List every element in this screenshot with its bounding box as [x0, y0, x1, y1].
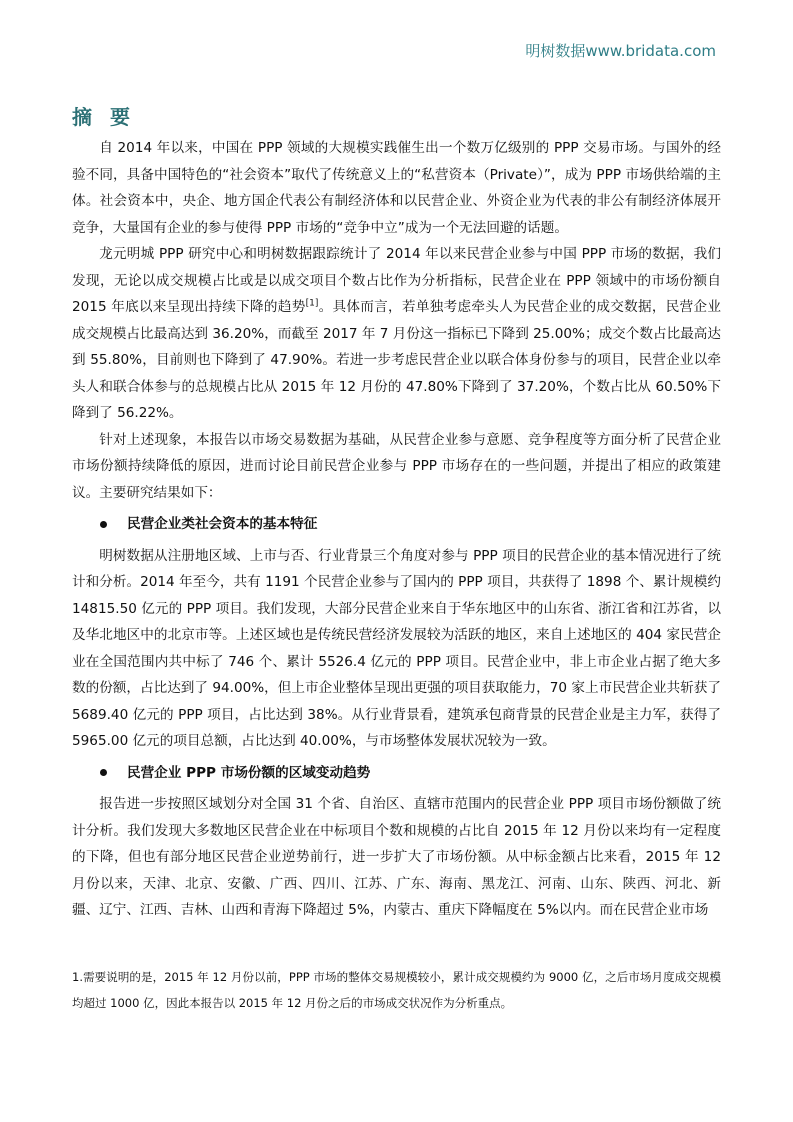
page-title: 摘要	[72, 105, 148, 129]
section-heading-basic-features	[100, 511, 721, 538]
bullet-icon	[100, 521, 107, 528]
footnote: 1.需要说明的是，2015 年 12 月份以前，PPP 市场的整体交易规模较小，累计成交规模约为 9000 亿，之后市场月度成交规模均超过 1000 亿，因此本报告以 2015 年 12 月份之后的市场成交状况作为分析重点。	[72, 969, 721, 1010]
paragraph-scope: 针对上述现象，本报告以市场交易数据为基础，从民营企业参与意愿、竞争程度等方面分析了民营企业市场份额持续降低的原因，进而讨论目前民营企业参与 PPP 市场存在的一些问题，并提出了相应的政策建议。主要研究结果如下：	[72, 431, 721, 501]
paragraph-intro: 自 2014 年以来，中国在 PPP 领域的大规模实践催生出一个数万亿级别的 PPP 交易市场。与国外的经验不同，具备中国特色的“社会资本”取代了传统意义上的“私营资本（Private）”，成为 PPP 市场供给端的主体。社会资本中，央企、地方国企代表公有制经济体和以民营企业、外资企业为代表的非公有制经济体展开竞争，大量国有企业的参与使得 PPP 市场的“竞争中立”成为一个无法回避的话题。	[72, 140, 721, 236]
section-heading-text: 民营企业 PPP 市场份额的区域变动趋势	[127, 764, 371, 781]
paragraph-findings	[72, 241, 721, 427]
section-heading-regional-trend	[100, 760, 721, 787]
bullet-icon	[100, 769, 107, 776]
document-body	[72, 135, 721, 1016]
footnote-reference[interactable]: [1]	[305, 298, 319, 309]
paragraph-basic-features: 明树数据从注册地区域、上市与否、行业背景三个角度对参与 PPP 项目的民营企业的基本情况进行了统计和分析。2014 年至今，共有 1191 个民营企业参与了国内的 PPP 项目，共获得了 1898 个、累计规模约 14815.50 亿元的 PPP 项目。我们发现，大部分民营企业来自于华东地区中的山东省、浙江省和江苏省，以及华北地区中的北京市等。上述区域也是传统民营经济发展较为活跃的地区，来自上述地区的 404 家民营企业在全国范围内共中标了 746 个、累计 5526.4 亿元的 PPP 项目。民营企业中，非上市企业占据了绝大多数的份额，占比达到了 94.00%，但上市企业整体呈现出更强的项目获取能力，70 家上市民营企业共斩获了 5689.40 亿元的 PPP 项目，占比达到 38%。从行业背景看，建筑承包商背景的民营企业是主力军，获得了 5965.00 亿元的项目总额，占比达到 40.00%，与市场整体发展状况较为一致。	[72, 547, 721, 749]
section-heading-text: 民营企业类社会资本的基本特征	[127, 516, 318, 532]
paragraph-regional-trend: 报告进一步按照区域划分对全国 31 个省、自治区、直辖市范围内的民营企业 PPP 项目市场份额做了统计分析。我们发现大多数地区民营企业在中标项目个数和规模的占比自 2015 年 12 月份以来均有一定程度的下降，但也有部分地区民营企业逆势前行，进一步扩大了市场份额。从中标金额占比来看，2015 年 12 月份以来，天津、北京、安徽、广西、四川、江苏、广东、海南、黑龙江、河南、山东、陕西、河北、新疆、辽宁、江西、吉林、山西和青海下降超过 5%，内蒙古、重庆下降幅度在 5%以内。而在民营企业市场	[72, 796, 721, 918]
paragraph-findings-text-b: 。具体而言，若单独考虑牵头人为民营企业的成交数据，民营企业成交规模占比最高达到 36.20%，而截至 2017 年 7 月份这一指标已下降到 25.00%；成交个数占比最高达到 55.80%，目前则也下降到了 47.90%。若进一步考虑民营企业以联合体身份参与的项目，民营企业以牵头人和联合体参与的总规模占比从 2015 年 12 月份的 47.80%下降到了 37.20%，个数占比从 60.50%下降到了 56.22%。	[72, 299, 721, 421]
brand-header: 明树数据www.bridata.com	[525, 42, 716, 60]
paragraph-findings-text-a: 龙元明城 PPP 研究中心和明树数据跟踪统计了 2014 年以来民营企业参与中国 PPP 市场的数据，我们发现，无论以成交规模占比或是以成交项目个数占比作为分析指标，民营企业在 PPP 领域中的市场份额自 2015 年底以来呈现出持续下降的趋势	[72, 246, 721, 315]
